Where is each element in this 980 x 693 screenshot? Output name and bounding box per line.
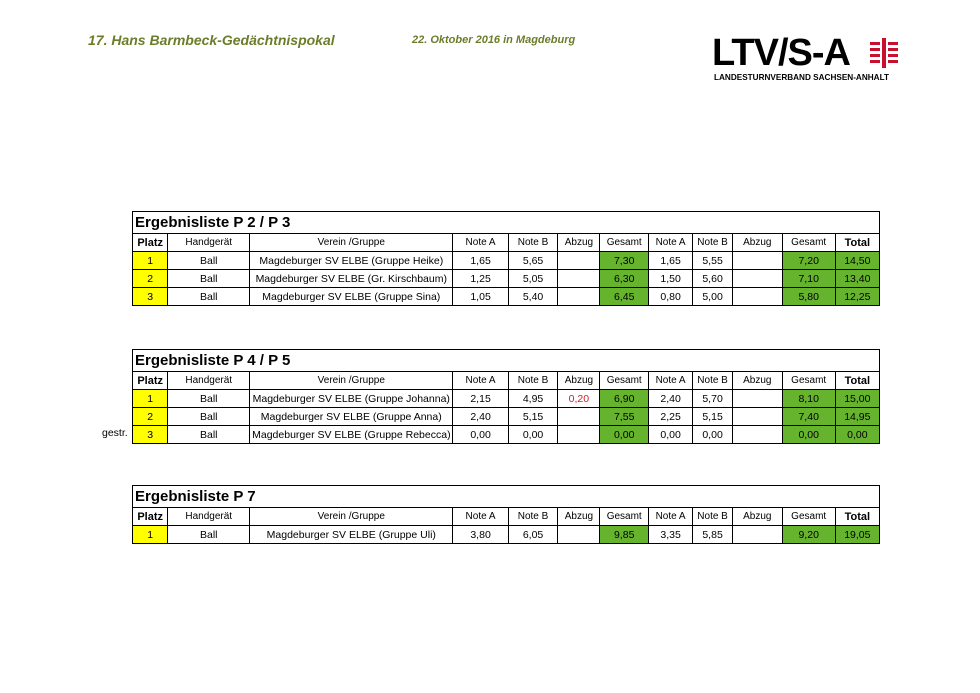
cell-b2: 5,85 [693, 526, 733, 544]
cell-ab2 [732, 252, 782, 270]
cell-geraet: Ball [168, 426, 250, 444]
cell-platz: 2 [133, 270, 168, 288]
cell-platz: 1 [133, 526, 168, 544]
cell-a2: 1,65 [649, 252, 693, 270]
column-header: Abzug [732, 234, 782, 252]
column-header: Abzug [732, 372, 782, 390]
column-header: Note A [453, 508, 508, 526]
column-header: Gesamt [600, 234, 649, 252]
column-header: Abzug [558, 508, 600, 526]
cell-geraet: Ball [168, 390, 250, 408]
result-table [132, 233, 880, 306]
column-header: Verein /Gruppe [250, 508, 453, 526]
cell-a2: 2,25 [649, 408, 693, 426]
cell-a1: 1,65 [453, 252, 508, 270]
cell-ab2 [732, 426, 782, 444]
table-row [133, 288, 880, 306]
table-row [133, 408, 880, 426]
row-note: gestr. [102, 427, 128, 439]
cell-g2: 7,40 [782, 408, 835, 426]
column-header: Total [835, 372, 879, 390]
cell-geraet: Ball [168, 288, 250, 306]
cell-g2: 7,20 [782, 252, 835, 270]
cell-ab2 [732, 526, 782, 544]
cell-b1: 5,05 [508, 270, 558, 288]
cell-ab2 [732, 390, 782, 408]
cell-verein: Magdeburger SV ELBE (Gruppe Heike) [250, 252, 453, 270]
event-date: 22. Oktober 2016 in Magdeburg [412, 34, 576, 46]
logo-subtitle: LANDESTURNVERBAND SACHSEN-ANHALT [714, 73, 889, 82]
block-title: Ergebnisliste P 2 / P 3 [132, 211, 880, 233]
cell-total: 15,00 [835, 390, 879, 408]
column-header: Total [835, 508, 879, 526]
column-header: Verein /Gruppe [250, 372, 453, 390]
column-header: Note A [453, 372, 508, 390]
column-header: Platz [133, 508, 168, 526]
event-title: 17. Hans Barmbeck-Gedächtnispokal [88, 32, 335, 48]
cell-a2: 0,00 [649, 426, 693, 444]
cell-platz: 1 [133, 252, 168, 270]
cell-ab1 [558, 288, 600, 306]
cell-geraet: Ball [168, 526, 250, 544]
cell-a1: 2,40 [453, 408, 508, 426]
table-row [133, 426, 880, 444]
ltvsa-logo [712, 34, 902, 86]
column-header: Handgerät [168, 372, 250, 390]
block-title: Ergebnisliste P 7 [132, 485, 880, 507]
cell-geraet: Ball [168, 252, 250, 270]
cell-g1: 6,45 [600, 288, 649, 306]
cell-a2: 3,35 [649, 526, 693, 544]
cell-b2: 5,55 [693, 252, 733, 270]
column-header: Abzug [732, 508, 782, 526]
cell-total: 14,95 [835, 408, 879, 426]
cell-g2: 7,10 [782, 270, 835, 288]
cell-ab1 [558, 270, 600, 288]
cell-ab1 [558, 526, 600, 544]
cell-verein: Magdeburger SV ELBE (Gruppe Rebecca) [250, 426, 453, 444]
cell-ab1 [558, 426, 600, 444]
result-block-p2-p3 [132, 211, 880, 306]
cell-g2: 5,80 [782, 288, 835, 306]
result-block-p4-p5 [132, 349, 880, 444]
cell-g1: 9,85 [600, 526, 649, 544]
cell-g2: 9,20 [782, 526, 835, 544]
cell-b1: 5,40 [508, 288, 558, 306]
cell-b2: 5,60 [693, 270, 733, 288]
column-header: Note B [508, 372, 558, 390]
column-header: Note B [508, 508, 558, 526]
cell-platz: 2 [133, 408, 168, 426]
cell-b1: 6,05 [508, 526, 558, 544]
cell-b1: 0,00 [508, 426, 558, 444]
cell-a1: 1,25 [453, 270, 508, 288]
cell-verein: Magdeburger SV ELBE (Gruppe Anna) [250, 408, 453, 426]
cell-a1: 3,80 [453, 526, 508, 544]
cell-b2: 0,00 [693, 426, 733, 444]
column-header: Gesamt [782, 508, 835, 526]
cell-b1: 5,15 [508, 408, 558, 426]
cell-g2: 8,10 [782, 390, 835, 408]
column-header: Note A [649, 372, 693, 390]
cell-b1: 4,95 [508, 390, 558, 408]
cell-geraet: Ball [168, 270, 250, 288]
cell-platz: 1 [133, 390, 168, 408]
column-header: Note B [508, 234, 558, 252]
cell-total: 19,05 [835, 526, 879, 544]
cell-a1: 1,05 [453, 288, 508, 306]
cell-g1: 0,00 [600, 426, 649, 444]
column-header: Abzug [558, 372, 600, 390]
cell-total: 14,50 [835, 252, 879, 270]
cell-ab2 [732, 270, 782, 288]
cell-g2: 0,00 [782, 426, 835, 444]
table-row [133, 390, 880, 408]
cell-geraet: Ball [168, 408, 250, 426]
column-header: Gesamt [600, 508, 649, 526]
cell-g1: 6,90 [600, 390, 649, 408]
cell-a2: 1,50 [649, 270, 693, 288]
cell-platz: 3 [133, 426, 168, 444]
logo-wordmark: LTV/S-A [712, 32, 850, 74]
cell-ab1: 0,20 [558, 390, 600, 408]
column-header: Note A [453, 234, 508, 252]
cell-total: 12,25 [835, 288, 879, 306]
table-row [133, 252, 880, 270]
turner-cross-icon [868, 38, 900, 68]
cell-platz: 3 [133, 288, 168, 306]
column-header: Total [835, 234, 879, 252]
cell-total: 0,00 [835, 426, 879, 444]
column-header: Note A [649, 234, 693, 252]
cell-a2: 2,40 [649, 390, 693, 408]
column-header: Note B [693, 372, 733, 390]
cell-b2: 5,00 [693, 288, 733, 306]
table-header-row [133, 234, 880, 252]
column-header: Gesamt [600, 372, 649, 390]
column-header: Verein /Gruppe [250, 234, 453, 252]
cell-g1: 6,30 [600, 270, 649, 288]
cell-verein: Magdeburger SV ELBE (Gruppe Sina) [250, 288, 453, 306]
column-header: Gesamt [782, 372, 835, 390]
column-header: Note A [649, 508, 693, 526]
column-header: Handgerät [168, 508, 250, 526]
column-header: Abzug [558, 234, 600, 252]
table-row [133, 270, 880, 288]
cell-b1: 5,65 [508, 252, 558, 270]
cell-b2: 5,70 [693, 390, 733, 408]
result-block-p7 [132, 485, 880, 544]
column-header: Gesamt [782, 234, 835, 252]
cell-b2: 5,15 [693, 408, 733, 426]
cell-g1: 7,55 [600, 408, 649, 426]
column-header: Handgerät [168, 234, 250, 252]
cell-verein: Magdeburger SV ELBE (Gruppe Uli) [250, 526, 453, 544]
cell-ab1 [558, 408, 600, 426]
table-row [133, 526, 880, 544]
cell-a1: 0,00 [453, 426, 508, 444]
result-table [132, 507, 880, 544]
cell-ab1 [558, 252, 600, 270]
cell-verein: Magdeburger SV ELBE (Gr. Kirschbaum) [250, 270, 453, 288]
cell-a2: 0,80 [649, 288, 693, 306]
column-header: Note B [693, 508, 733, 526]
cell-verein: Magdeburger SV ELBE (Gruppe Johanna) [250, 390, 453, 408]
column-header: Platz [133, 234, 168, 252]
block-title: Ergebnisliste P 4 / P 5 [132, 349, 880, 371]
cell-a1: 2,15 [453, 390, 508, 408]
cell-total: 13,40 [835, 270, 879, 288]
cell-ab2 [732, 288, 782, 306]
cell-ab2 [732, 408, 782, 426]
cell-g1: 7,30 [600, 252, 649, 270]
column-header: Note B [693, 234, 733, 252]
table-header-row [133, 372, 880, 390]
result-table [132, 371, 880, 444]
column-header: Platz [133, 372, 168, 390]
table-header-row [133, 508, 880, 526]
